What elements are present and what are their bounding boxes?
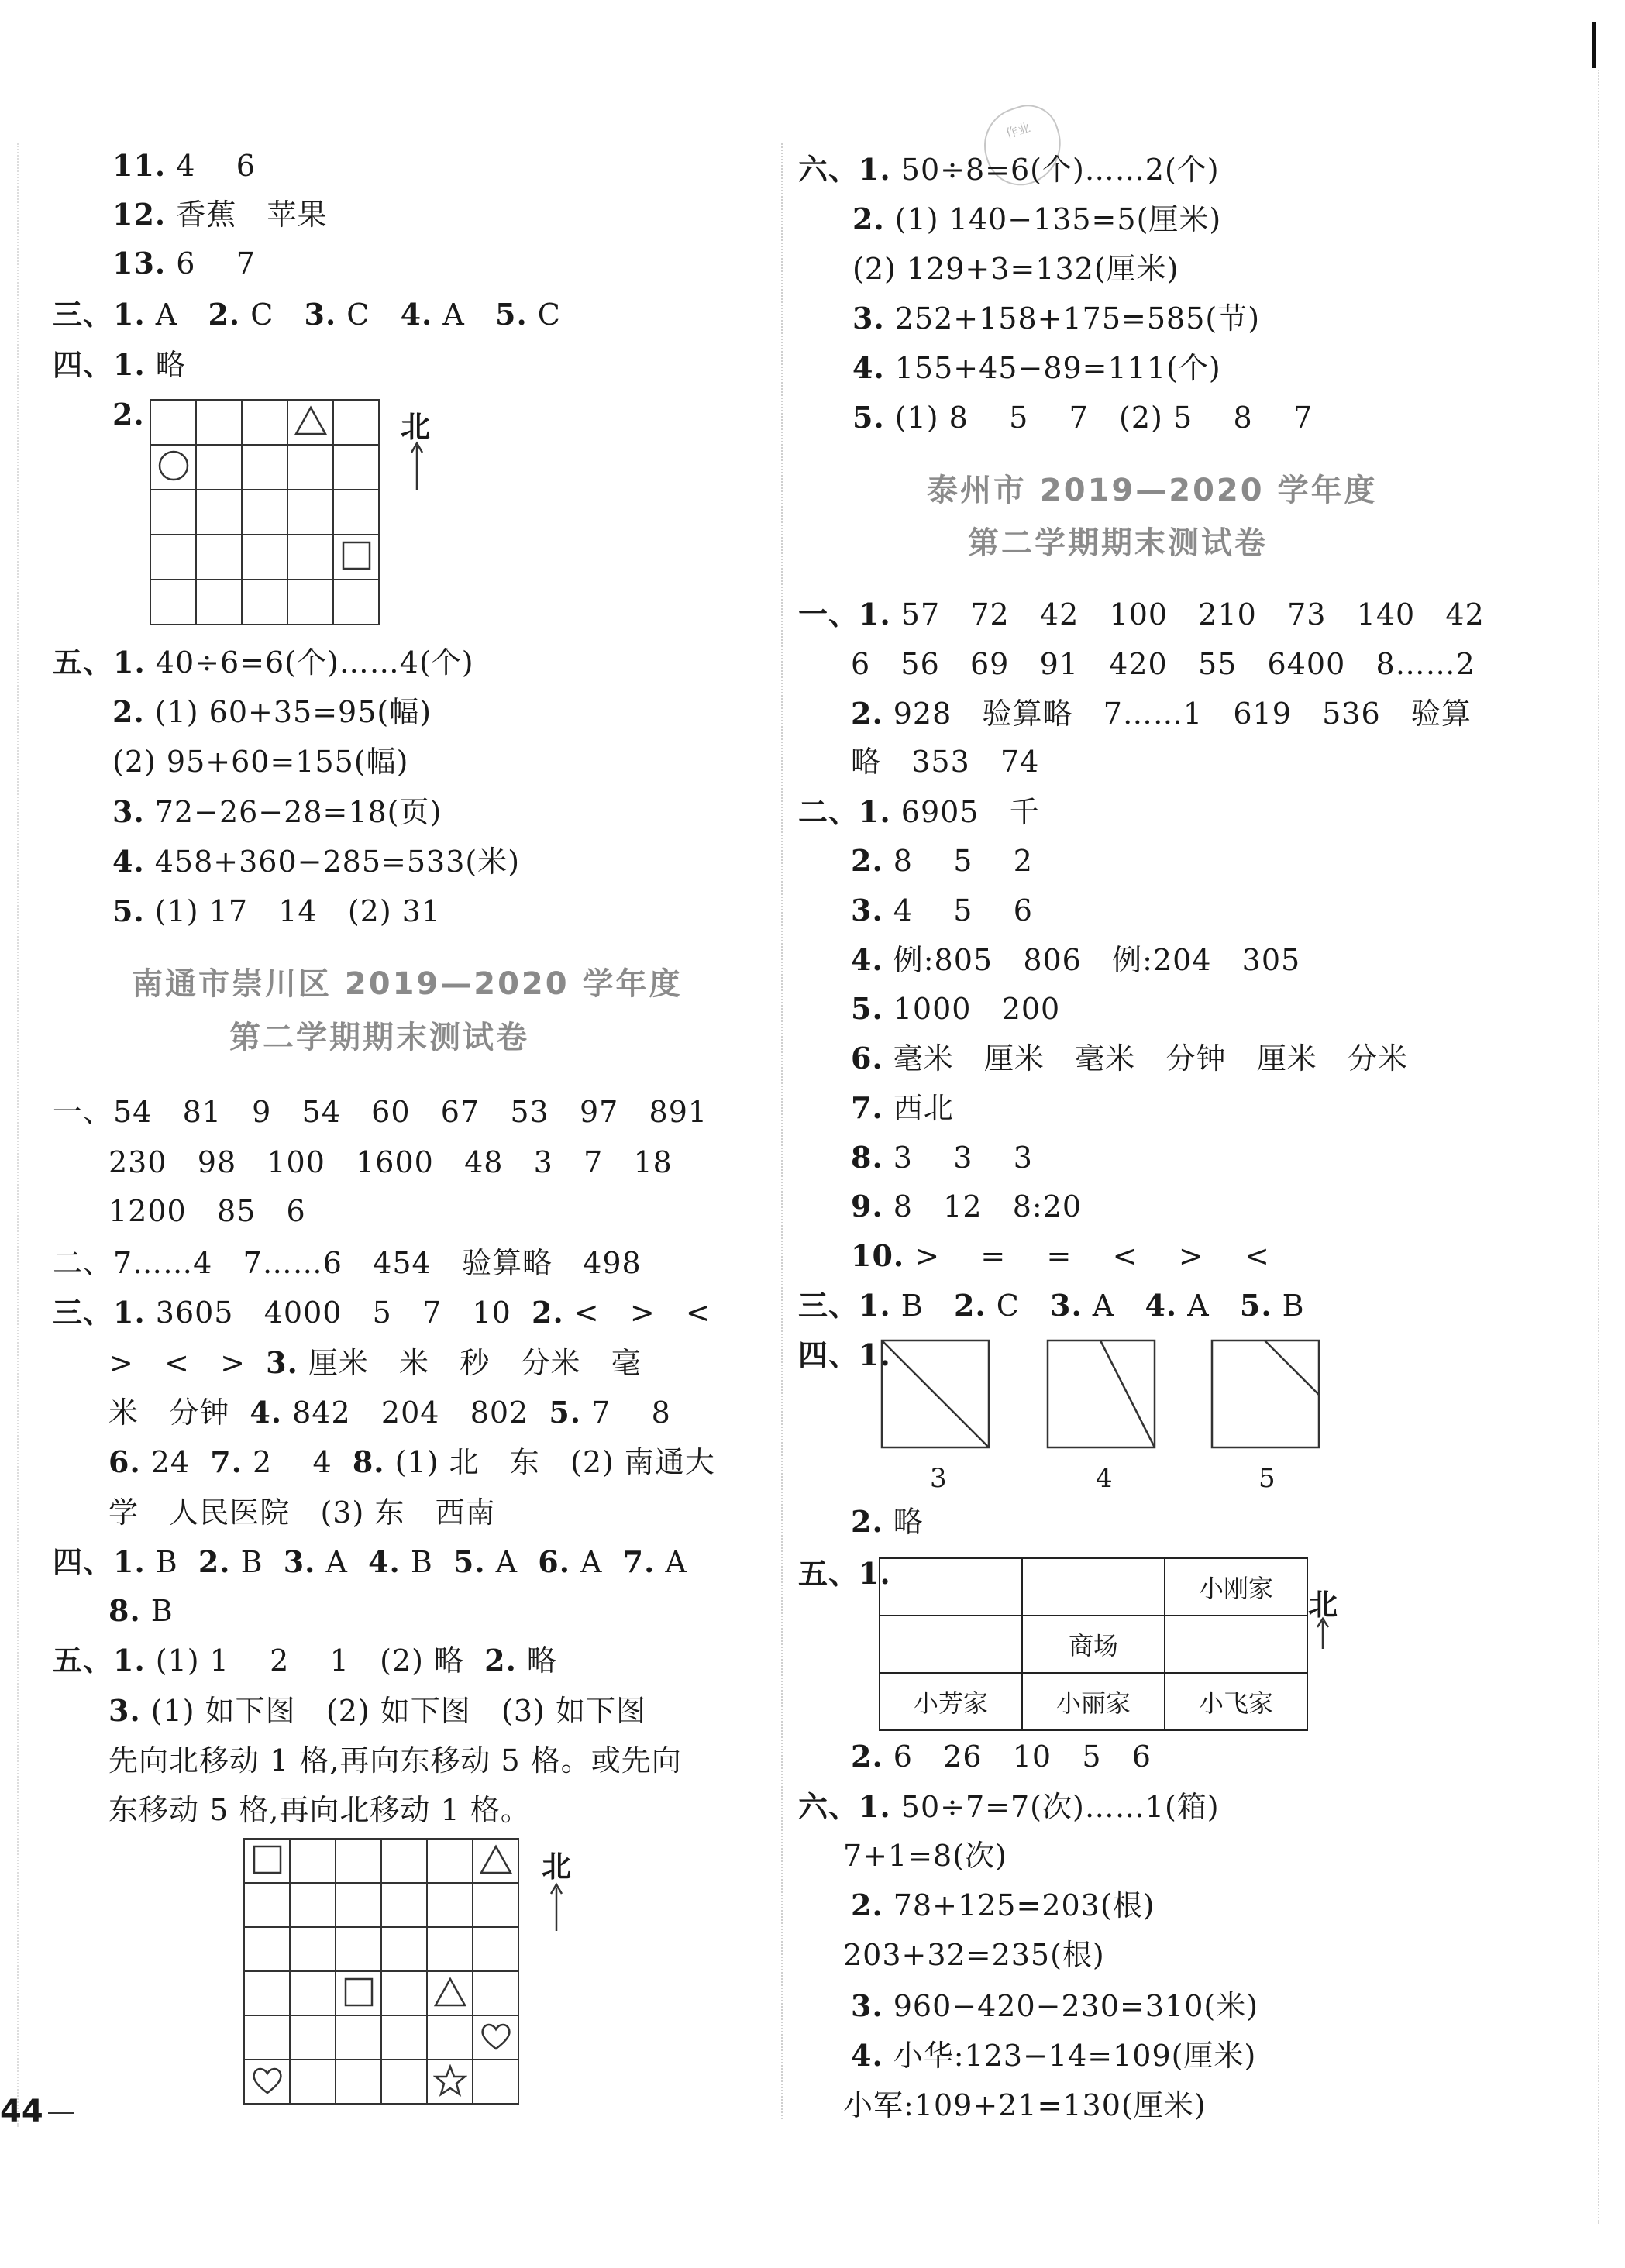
nt-line-12: 五、1. (1) 1 2 1 (2) 略 2. 略	[53, 1643, 557, 1678]
page-number: 44	[0, 2094, 43, 2129]
tz-line-20: 六、1. 50÷7=7(次)……1(箱)	[798, 1789, 1220, 1824]
column-divider	[781, 143, 783, 2119]
r-section-6-q5: 5. (1) 8 5 7 (2) 5 8 7	[852, 400, 1313, 435]
heart-icon	[479, 2021, 513, 2052]
answer-12: 12. 香蕉 苹果	[112, 197, 328, 232]
nt-line-3: 1200 85 6	[108, 1194, 306, 1228]
stamp-text: 作业	[1004, 119, 1032, 142]
tz-line-12: 8. 3 3 3	[851, 1140, 1033, 1175]
location-map-table	[879, 1557, 1308, 1731]
tz-line-10: 6. 毫米 厘米 毫米 分钟 厘米 分米	[851, 1041, 1408, 1075]
nt-line-1: 一、54 81 9 54 60 67 53 97 891	[53, 1095, 708, 1129]
square-icon	[252, 1844, 283, 1875]
r-section-6-q2b: (2) 129+3=132(厘米)	[852, 252, 1179, 286]
nt-line-8: 6. 24 7. 2 4 8. (1) 北 东 (2) 南通大	[108, 1444, 715, 1479]
tz-line-7: 3. 4 5 6	[851, 893, 1033, 928]
section-5-q5: 5. (1) 17 14 (2) 31	[112, 893, 442, 928]
circle-icon	[157, 449, 191, 483]
square-icon	[343, 1977, 374, 2008]
left-margin-line	[17, 143, 19, 2127]
section-4-q1: 四、1. 略	[53, 347, 186, 382]
tz-line-14: 10. > = = < > <	[851, 1238, 1270, 1273]
square-icon	[341, 540, 372, 571]
nt-line-14: 先向北移动 1 格,再向东移动 5 格。或先向	[108, 1743, 682, 1778]
tz-line-1: 一、1. 57 72 42 100 210 73 140 42	[798, 597, 1485, 632]
north-arrow-icon	[1315, 1616, 1331, 1650]
section-5-q2b: (2) 95+60=155(幅)	[112, 745, 409, 779]
section-5-q4: 4. 458+360−285=533(米)	[112, 844, 521, 879]
tz-line-9: 5. 1000 200	[851, 991, 1061, 1026]
map-cell	[1022, 1558, 1165, 1616]
tz-line-13: 9. 8 12 8:20	[851, 1189, 1083, 1223]
footer-dash	[48, 2112, 74, 2114]
north-arrow-icon	[409, 440, 425, 491]
tz-line-17: 2. 略	[851, 1504, 924, 1539]
taizhou-title: 泰州市 2019—2020 学年度	[927, 473, 1378, 508]
nt-line-9: 学 人民医院 (3) 东 西南	[108, 1495, 496, 1530]
tz-line-16: 四、1.	[798, 1337, 891, 1372]
r-section-6-q4: 4. 155+45−89=111(个)	[852, 350, 1221, 385]
right-margin-line	[1598, 70, 1599, 2224]
map-cell: 商场	[1022, 1616, 1165, 1673]
tz-line-8: 4. 例:805 806 例:204 305	[851, 942, 1301, 977]
section-3-answers: 三、1. A 2. C 3. C 4. A 5. C	[53, 297, 561, 332]
section-5-q1: 五、1. 40÷6=6(个)……4(个)	[53, 645, 474, 680]
north-label-1: 北	[401, 410, 431, 444]
nt-line-11: 8. B	[108, 1593, 174, 1628]
square-figure-3	[880, 1339, 990, 1449]
map-cell	[880, 1558, 1022, 1616]
position-grid-1	[150, 399, 380, 625]
triangle-icon	[294, 405, 328, 436]
tz-line-4: 略 353 74	[851, 745, 1040, 779]
tz-line-5: 二、1. 6905 千	[798, 794, 1040, 829]
tz-line-18: 五、1.	[798, 1556, 891, 1591]
star-icon	[433, 2064, 467, 2097]
nantong-title: 南通市崇川区 2019—2020 学年度	[132, 966, 683, 1002]
nt-line-13: 3. (1) 如下图 (2) 如下图 (3) 如下图	[108, 1693, 646, 1728]
taizhou-subtitle: 第二学期期末测试卷	[968, 525, 1268, 561]
nt-line-15: 东移动 5 格,再向北移动 1 格。	[108, 1793, 531, 1827]
answer-13: 13. 6 7	[112, 246, 256, 280]
square-figure-4	[1046, 1339, 1156, 1449]
section-5-q3: 3. 72−26−28=18(页)	[112, 794, 442, 829]
tz-line-23: 203+32=235(根)	[843, 1938, 1105, 1972]
triangle-icon	[479, 1844, 513, 1875]
answer-11: 11. 4 6	[112, 148, 256, 183]
heart-icon	[250, 2065, 284, 2096]
nt-line-2: 230 98 100 1600 48 3 7 18	[108, 1145, 673, 1179]
tz-line-19: 2. 6 26 10 5 6	[851, 1739, 1152, 1774]
section-5-q2: 2. (1) 60+35=95(幅)	[112, 694, 432, 729]
nt-line-5: 三、1. 3605 4000 5 7 10 2. < > <	[53, 1295, 711, 1330]
r-section-6-q3: 3. 252+158+175=585(节)	[852, 301, 1261, 336]
binding-mark	[1592, 22, 1596, 68]
square-label-4: 4	[1096, 1463, 1113, 1494]
tz-line-24: 3. 960−420−230=310(米)	[851, 1988, 1259, 2023]
map-cell: 小飞家	[1165, 1673, 1307, 1730]
nantong-subtitle: 第二学期期末测试卷	[229, 1020, 529, 1055]
tz-line-15: 三、1. B 2. C 3. A 4. A 5. B	[798, 1288, 1305, 1323]
tz-line-21: 7+1=8(次)	[843, 1839, 1007, 1873]
map-cell: 小丽家	[1022, 1673, 1165, 1730]
north-label-3: 北	[1308, 1588, 1338, 1622]
nt-line-6: > < > 3. 厘米 米 秒 分米 毫	[108, 1345, 642, 1380]
square-label-3: 3	[930, 1463, 947, 1494]
nt-line-7: 米 分钟 4. 842 204 802 5. 7 8	[108, 1395, 671, 1430]
tz-line-11: 7. 西北	[851, 1090, 954, 1125]
tz-line-25: 4. 小华:123−14=109(厘米)	[851, 2038, 1257, 2073]
tz-line-2: 6 56 69 91 420 55 6400 8……2	[851, 647, 1475, 681]
tz-line-22: 2. 78+125=203(根)	[851, 1888, 1155, 1922]
nt-line-4: 二、7……4 7……6 454 验算略 498	[53, 1246, 642, 1280]
map-cell: 小芳家	[880, 1673, 1022, 1730]
r-section-6-q2: 2. (1) 140−135=5(厘米)	[852, 201, 1222, 236]
section-4-q2-label: 2.	[112, 397, 145, 432]
map-cell: 小刚家	[1165, 1558, 1307, 1616]
tz-line-26: 小军:109+21=130(厘米)	[843, 2088, 1207, 2122]
square-figure-5	[1210, 1339, 1320, 1449]
square-label-5: 5	[1258, 1463, 1276, 1494]
north-arrow-icon	[549, 1881, 564, 1932]
tz-line-3: 2. 928 验算略 7……1 619 536 验算	[851, 696, 1472, 731]
north-label-2: 北	[542, 1850, 572, 1884]
nt-line-10: 四、1. B 2. B 3. A 4. B 5. A 6. A 7. A	[53, 1544, 687, 1579]
r-section-6-q1: 六、1. 50÷8=6(个)……2(个)	[798, 152, 1220, 187]
map-cell	[880, 1616, 1022, 1673]
tz-line-6: 2. 8 5 2	[851, 843, 1033, 878]
map-cell	[1165, 1616, 1307, 1673]
triangle-icon	[433, 1977, 467, 2008]
position-grid-2	[243, 1838, 519, 2105]
